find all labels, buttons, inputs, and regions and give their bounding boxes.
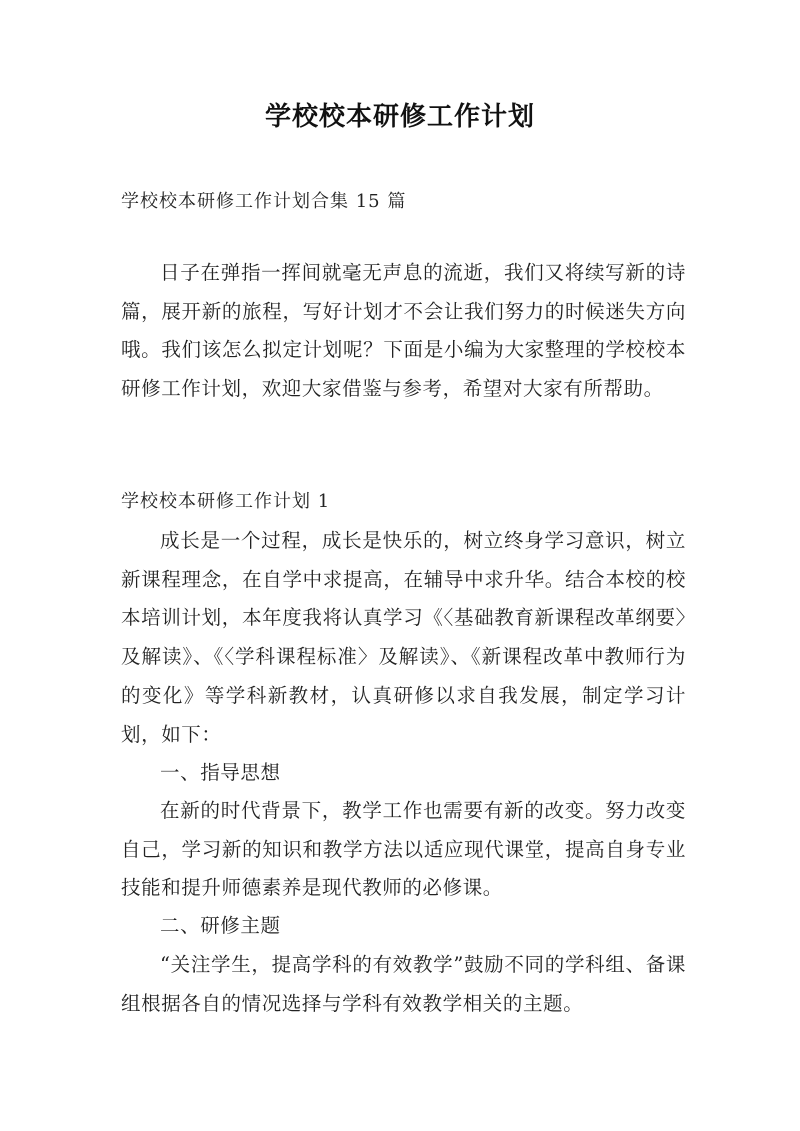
section1-heading: 一、指导思想 (160, 761, 281, 784)
section2-paragraph: “关注学生，提高学科的有效教学”鼓励不同的学科组、备课组根据各自的情况选择与学科有效教学相关的主题。 (121, 953, 686, 1015)
section1-paragraph: 在新的时代背景下，教学工作也需要有新的改变。努力改变自己，学习新的知识和教学方法以适应现代课堂，提高自身专业技能和提升师德素养是现代教师的必修课。 (121, 799, 686, 900)
document-subtitle: 学校校本研修工作计划合集 15 篇 (121, 191, 407, 212)
document-title: 学校校本研修工作计划 (264, 102, 535, 132)
plan1-heading: 学校校本研修工作计划 1 (121, 491, 331, 512)
plan1-paragraph: 成长是一个过程，成长是快乐的，树立终身学习意识，树立新课程理念，在自学中求提高，在辅导中求升华。结合本校的校本培训计划，本年度我将认真学习《〈基础教育新课程改革纲要〉及解读》、《〈学科课程标准〉及解读》、《新课程改革中教师行为的变化》等学科新教材，认真研修以求自我发展，制定学习计划，如下： (121, 529, 686, 746)
intro-paragraph: 日子在弹指一挥间就毫无声息的流逝，我们又将续写新的诗篇，展开新的旅程，写好计划才不会让我们努力的时候迷失方向哦。我们该怎么拟定计划呢？下面是小编为大家整理的学校校本研修工作计划，欢迎大家借鉴与参考，希望对大家有所帮助。 (121, 261, 686, 401)
section2-heading: 二、研修主题 (160, 914, 281, 937)
